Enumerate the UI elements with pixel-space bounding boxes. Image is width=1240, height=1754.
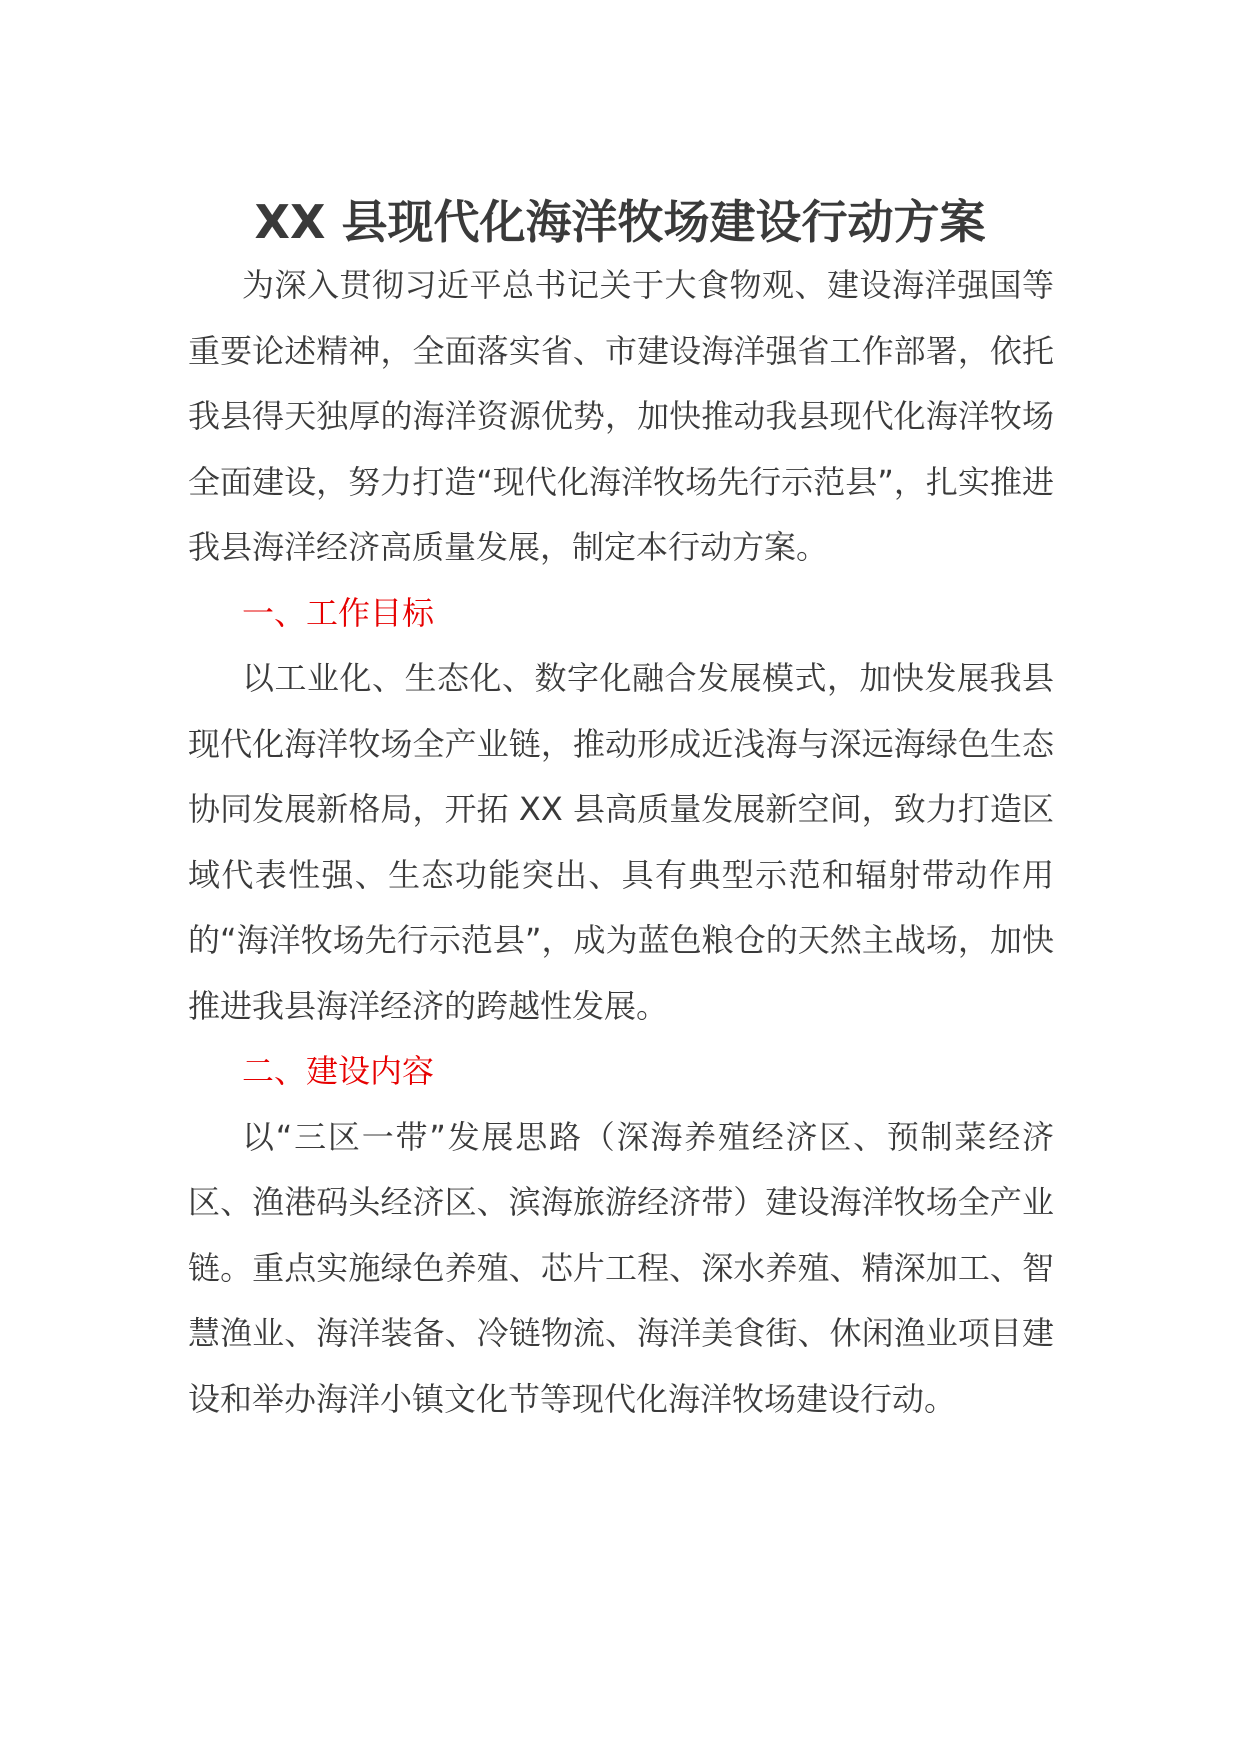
- section-paragraph-content: 以“三区一带”发展思路（深海养殖经济区、预制菜经济区、渔港码头经济区、滨海旅游经济带）建设海洋牧场全产业链。重点实施绿色养殖、芯片工程、深水养殖、精深加工、智慧渔业、海洋装备、冷链物流、海洋美食街、休闲渔业项目建设和举办海洋小镇文化节等现代化海洋牧场建设行动。: [188, 1117, 1054, 1418]
- section-paragraph-goals: 以工业化、生态化、数字化融合发展模式，加快发展我县现代化海洋牧场全产业链，推动形成近浅海与深远海绿色生态协同发展新格局，开拓 XX 县高质量发展新空间，致力打造区域代表性强、生态功能突出、具有典型示范和辐射带动作用的“海洋牧场先行示范县”，成为蓝色粮仓的天然主战场，加快推进我县海洋经济的跨越性发展。: [188, 659, 1054, 1025]
- intro-paragraph: 为深入贯彻习近平总书记关于大食物观、建设海洋强国等重要论述精神，全面落实省、市建设海洋强省工作部署，依托我县得天独厚的海洋资源优势，加快推动我县现代化海洋牧场全面建设，努力打造“现代化海洋牧场先行示范县”，扎实推进我县海洋经济高质量发展，制定本行动方案。: [188, 266, 1054, 566]
- document-body: [188, 253, 1054, 1432]
- section-heading-goals: 一、工作目标: [242, 593, 435, 632]
- document-title: XX 县现代化海洋牧场建设行动方案: [254, 195, 986, 249]
- section-heading-content: 二、建设内容: [242, 1052, 435, 1090]
